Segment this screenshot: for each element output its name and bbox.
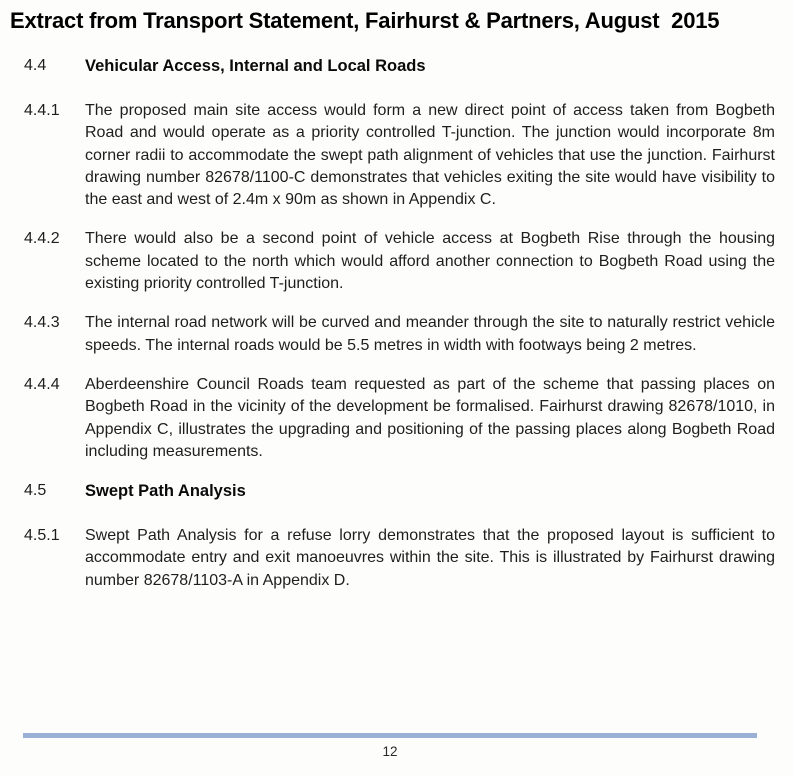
section-text: The proposed main site access would form a new direct point of access taken from Bogbeth Road and would operate as a priority controlled T-junction. The junction would incorporate 8m corner radii to accommodate the swept path alignment of vehicles that use the junction. Fairhurst drawing number 82678/1100-C demonstrates that vehicles exiting the site would have visibility to the east and west of 2.4m x 90m as shown in Appendix C.	[85, 102, 775, 209]
page-number: 12	[382, 744, 398, 759]
section-heading	[0, 480, 794, 502]
section-text: There would also be a second point of vehicle access at Bogbeth Rise through the housing scheme located to the north which would afford another connection to Bogbeth Road using the existing priority controlled T-junction.	[85, 230, 775, 293]
section-number: 4.4.3	[24, 314, 60, 332]
section-paragraph	[0, 100, 794, 211]
section-paragraph	[0, 525, 794, 592]
document-title: Extract from Transport Statement, Fairhurst & Partners, August 2015	[10, 8, 720, 33]
section-text: Aberdeenshire Council Roads team requested as part of the scheme that passing places on Bogbeth Road in the vicinity of the development be formalised. Fairhurst drawing 82678/1010, in Appendix C, illustrates the upgrading and positioning of the passing places along Bogbeth Road including measurements.	[85, 375, 775, 460]
section-number: 4.4.1	[24, 102, 60, 119]
section-number: 4.5	[24, 482, 47, 500]
section-number: 4.4	[24, 57, 47, 74]
section-text: The internal road network will be curved and meander through the site to naturally restrict vehicle speeds. The internal roads would be 5.5 metres in width with footways being 2 metres.	[85, 314, 775, 354]
footer-divider-rule	[23, 733, 757, 738]
section-paragraph	[0, 374, 794, 463]
section-number: 4.4.4	[24, 375, 60, 393]
section-text: Vehicular Access, Internal and Local Roads	[85, 57, 426, 75]
section-text: Swept Path Analysis for a refuse lorry demonstrates that the proposed layout is sufficient to accommodate entry and exit manoeuvres within the site. This is illustrated by Fairhurst drawing number 82678/1103-A in Appendix D.	[85, 527, 775, 589]
section-paragraph	[0, 228, 794, 295]
section-number: 4.5.1	[24, 527, 60, 545]
document-body	[0, 55, 794, 592]
section-number: 4.4.2	[24, 230, 60, 248]
section-text: Swept Path Analysis	[85, 482, 246, 501]
section-paragraph	[0, 312, 794, 357]
section-heading	[0, 55, 794, 77]
